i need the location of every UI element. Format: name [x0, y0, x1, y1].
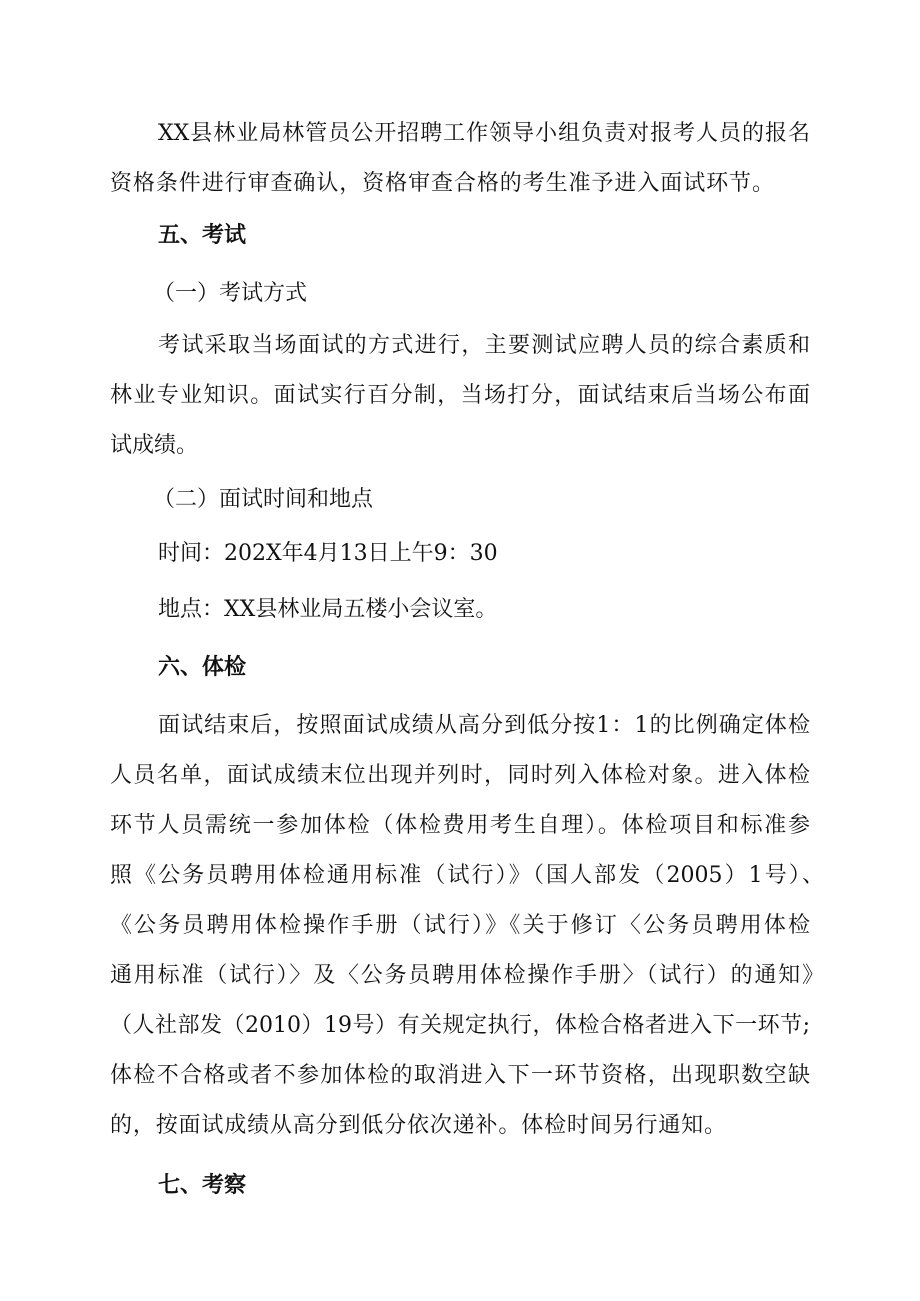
section-heading: 五、考试 [158, 223, 247, 248]
section-6-paragraph-line-4 [0, 856, 920, 896]
body-text: 考试采取当场面试的方式进行，主要测试应聘人员的综合素质和 [158, 333, 810, 358]
section-6-paragraph-line-9 [0, 1106, 920, 1146]
body-text: 林业专业知识。面试实行百分制，当场打分，面试结束后当场公布面 [110, 383, 810, 408]
body-text: 体检不合格或者不参加体检的取消进入下一环节资格，出现职数空缺 [110, 1063, 810, 1088]
body-text: 人员名单，面试成绩末位出现并列时，同时列入体检对象。进入体检 [110, 763, 810, 788]
section-6-paragraph-line-3 [0, 806, 920, 846]
paragraph-review-line-2 [0, 164, 920, 204]
interview-place-line [0, 590, 920, 630]
body-text: XX县林业局林管员公开招聘工作领导小组负责对报考人员的报名 [158, 121, 810, 146]
subsection-title: （一）考试方式 [153, 281, 308, 306]
paragraph-review-line-1 [0, 114, 920, 154]
section-5-paragraph-line-3 [0, 426, 920, 466]
body-text: 面试结束后，按照面试成绩从高分到低分按1：1的比例确定体检 [158, 713, 810, 738]
section-6-paragraph-line-8 [0, 1056, 920, 1096]
body-text: 《公务员聘用体检操作手册（试行）》《关于修订〈公务员聘用体检 [110, 913, 810, 938]
interview-time-line [0, 534, 920, 574]
body-text: （人社部发（2010）19号）有关规定执行，体检合格者进入下一环节; [110, 1013, 810, 1038]
interview-place: 地点：XX县林业局五楼小会议室。 [158, 597, 498, 622]
section-6-paragraph-line-6 [0, 956, 920, 996]
body-text: 照《公务员聘用体检通用标准（试行）》（国人部发（2005）1号）、 [110, 863, 824, 888]
section-5-subheading-1 [0, 274, 920, 314]
section-6-paragraph-line-2 [0, 756, 920, 796]
section-6-paragraph-line-5 [0, 906, 920, 946]
section-heading: 六、体检 [158, 655, 247, 680]
section-5-heading [0, 216, 920, 256]
body-text: 资格条件进行审查确认，资格审查合格的考生准予进入面试环节。 [110, 171, 774, 196]
body-text: 试成绩。 [110, 433, 199, 458]
body-text: 环节人员需统一参加体检（体检费用考生自理）。体检项目和标准参 [110, 813, 810, 838]
section-5-subheading-2 [0, 480, 920, 520]
body-text: 的，按面试成绩从高分到低分依次递补。体检时间另行通知。 [110, 1113, 726, 1138]
section-6-heading [0, 648, 920, 688]
section-6-paragraph-line-1 [0, 706, 920, 746]
body-text: 通用标准（试行）〉及〈公务员聘用体检操作手册〉（试行）的通知》 [110, 963, 824, 988]
section-heading: 七、考察 [158, 1173, 247, 1198]
interview-time: 时间：202X年4月13日上午9：30 [158, 541, 498, 566]
section-7-heading [0, 1166, 920, 1206]
section-5-paragraph-line-2 [0, 376, 920, 416]
section-6-paragraph-line-7 [0, 1006, 920, 1046]
section-5-paragraph-line-1 [0, 326, 920, 366]
subsection-title: （二）面试时间和地点 [153, 487, 374, 512]
